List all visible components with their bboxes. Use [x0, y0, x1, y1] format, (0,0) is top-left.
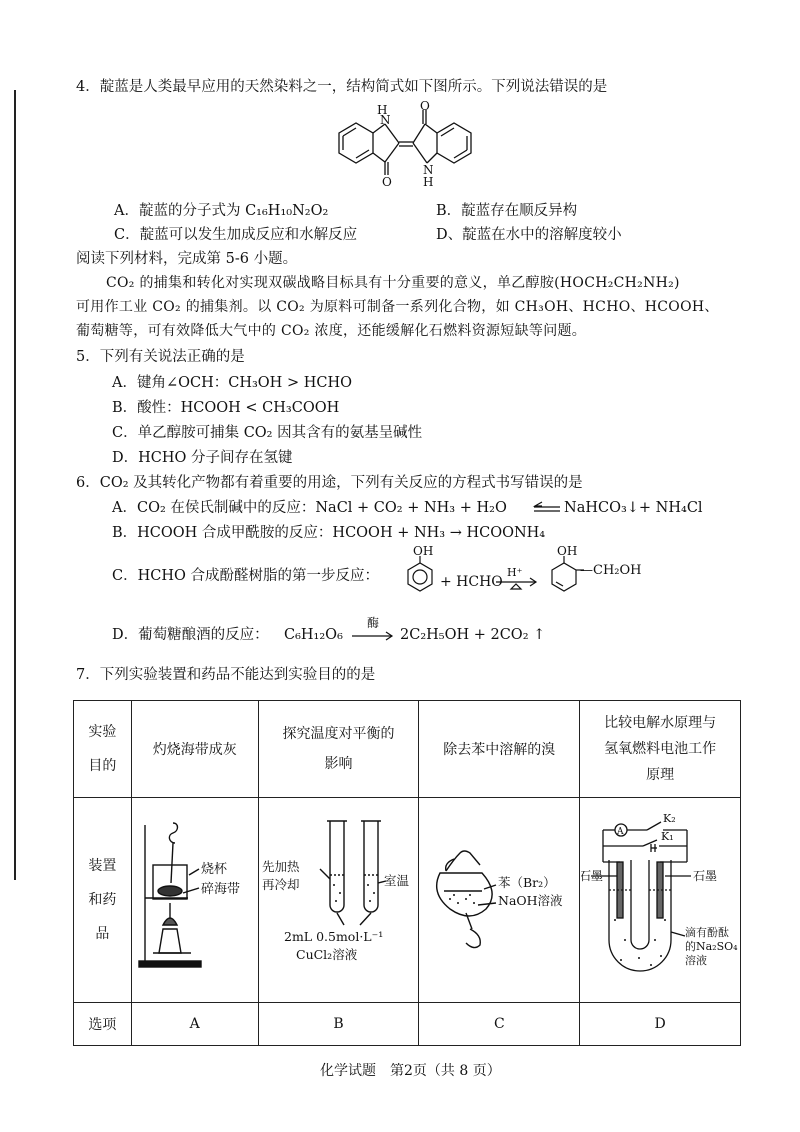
q6-stem: 6．CO₂ 及其转化产物都有着重要的用途，下列有关反应的方程式书写错误的是 [76, 475, 583, 491]
label-k2: K₂ [663, 812, 676, 825]
separatory-funnel-diagram [420, 813, 578, 983]
reagent-hcho: + HCHO [440, 574, 503, 590]
apparatus-c [419, 798, 580, 1003]
reading-line-2: 可用作工业 CO₂ 的捕集剂。以 CO₂ 为原料可制备一系列化合物，如 CH₃OH、HCHO、HCOOH、 [76, 299, 719, 315]
label-beaker: 烧杯 [200, 862, 227, 877]
option-c[interactable]: C [419, 1003, 580, 1046]
label-phenolphthalein: 滴有酚酞 [685, 926, 730, 939]
q4-stem: 4．靛蓝是人类最早应用的天然染料之一，结构简式如下图所示。下列说法错误的是 [76, 79, 608, 95]
q5-option-a: A．键角∠OCH：CH₃OH > HCHO [112, 375, 352, 391]
product-ch2oh-label: —CH₂OH [580, 563, 642, 578]
product-oh-label: OH [557, 544, 578, 558]
q4-option-c: C．靛蓝可以发生加成反应和水解反应 [114, 227, 358, 243]
label-graphite-right: 石墨 [693, 869, 718, 883]
purpose-c: 除去苯中溶解的溴 [419, 701, 580, 798]
atom-o-bottom: O [382, 175, 392, 189]
label-cucl2: CuCl₂溶液 [295, 947, 357, 962]
burning-apparatus-diagram [133, 813, 257, 983]
label-k1: K₁ [661, 830, 674, 843]
catalyst-h-plus: H⁺ [507, 566, 523, 579]
apparatus-b [258, 798, 419, 1003]
purpose-d: 比较电解水原理与 氢氧燃料电池工作 原理 [580, 701, 741, 798]
experiment-table [73, 700, 741, 1046]
q5-stem: 5．下列有关说法正确的是 [76, 349, 245, 365]
table-row-apparatus [74, 798, 741, 1003]
label-solution: 溶液 [685, 954, 708, 967]
option-b[interactable]: B [258, 1003, 419, 1046]
q6-option-d: D．葡萄糖酿酒的反应： [112, 627, 269, 643]
q4-option-a: A．靛蓝的分子式为 C₁₆H₁₀N₂O₂ [114, 203, 329, 219]
purpose-b: 探究温度对平衡的 影响 [258, 701, 419, 798]
apparatus-d [580, 798, 741, 1003]
reading-line-3: 葡萄糖等，可有效降低大气中的 CO₂ 浓度，还能缓解化石燃料资源短缺等问题。 [76, 323, 587, 339]
electrolysis-cell-diagram [581, 810, 739, 986]
label-seaweed: 碎海带 [200, 882, 240, 897]
table-row-options [74, 1003, 741, 1046]
atom-n-top: N [380, 113, 391, 127]
label-heat-first: 先加热 [261, 859, 300, 874]
reading-intro: 阅读下列材料，完成第 5-6 小题。 [76, 251, 298, 267]
q6-option-c: C．HCHO 合成酚醛树脂的第一步反应： [112, 568, 379, 584]
indigo-structure [325, 100, 485, 192]
q7-stem: 7．下列实验装置和药品不能达到实验目的的是 [76, 667, 376, 683]
label-graphite-left: 石墨 [581, 869, 604, 883]
margin-line [14, 90, 16, 880]
phenol-to-product-reaction [394, 544, 694, 608]
test-tube-diagram [260, 813, 418, 983]
table-row-purpose [74, 701, 741, 798]
reaction-arrow-icon [350, 630, 396, 642]
atom-h-bottom: H [423, 175, 434, 189]
q5-option-d: D．HCHO 分子间存在氢键 [112, 450, 293, 466]
q5-option-b: B．酸性：HCOOH < CH₃COOH [112, 400, 340, 416]
reading-line-1: CO₂ 的捕集和转化对实现双碳战略目标具有十分重要的意义，单乙醇胺(HOCH₂CH₂NH₂) [106, 275, 680, 291]
row-label-purpose: 实验 目的 [74, 701, 132, 798]
atom-n-bottom: N [423, 163, 434, 177]
label-naoh: NaOH溶液 [498, 893, 563, 908]
ammeter-label: A [617, 827, 624, 837]
double-arrow-equal-icon [532, 500, 562, 516]
label-then-cool: 再冷却 [261, 877, 300, 892]
row-label-option: 选项 [74, 1003, 132, 1046]
label-na2so4: 的Na₂SO₄ [685, 940, 738, 953]
q5-option-c: C．单乙醇胺可捕集 CO₂ 因其含有的氨基呈碱性 [112, 425, 423, 441]
phenol-oh-label: OH [413, 544, 434, 558]
q6-option-d-products: 2C₂H₅OH + 2CO₂ ↑ [400, 627, 546, 643]
q4-option-b: B．靛蓝存在顺反异构 [436, 203, 578, 219]
q6-option-d-catalyst: 酶 [367, 616, 380, 630]
atom-o-top: O [420, 100, 430, 113]
label-benzene-br2: 苯（Br₂） [498, 875, 556, 890]
q6-option-b: B．HCOOH 合成甲酰胺的反应：HCOOH + NH₃ → HCOONH₄ [112, 525, 546, 541]
option-a[interactable]: A [131, 1003, 258, 1046]
purpose-a: 灼烧海带成灰 [131, 701, 258, 798]
page-footer: 化学试题 第2页（共 8 页） [320, 1063, 501, 1079]
option-d[interactable]: D [580, 1003, 741, 1046]
row-label-apparatus: 装置 和药 品 [74, 798, 132, 1003]
apparatus-a [131, 798, 258, 1003]
q6-option-d-reactant: C₆H₁₂O₆ [284, 627, 343, 643]
label-concentration: 2mL 0.5mol·L⁻¹ [283, 929, 383, 944]
q6-option-a-suffix: NaHCO₃↓+ NH₄Cl [564, 500, 703, 516]
q6-option-a-prefix: A．CO₂ 在侯氏制碱中的反应：NaCl + CO₂ + NH₃ + H₂O [112, 500, 507, 516]
atom-h-top: H [377, 103, 388, 117]
label-room-temp: 室温 [383, 873, 409, 888]
q4-option-d: D、靛蓝在水中的溶解度较小 [436, 227, 622, 243]
